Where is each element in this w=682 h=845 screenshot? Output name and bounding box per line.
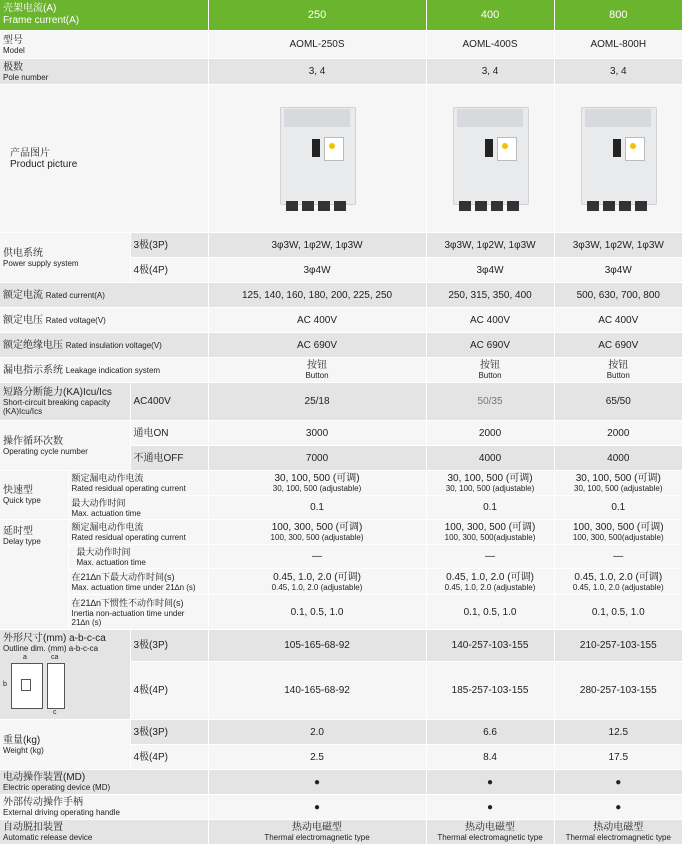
delay-r2-value: —	[426, 545, 554, 569]
rated-current-value: 125, 140, 160, 180, 200, 225, 250	[208, 283, 426, 308]
outline-value: 280-257-103-155	[554, 662, 682, 720]
outline-4p-label: 4极(4P)	[130, 662, 208, 720]
electric-op-dot: ●	[208, 770, 426, 795]
breaking-sub-label: AC400V	[130, 383, 208, 421]
weight-label: 重量(kg) Weight (kg)	[0, 720, 130, 770]
electric-op-label: 电动操作装置(MD) Electric operating device (MD)	[0, 770, 208, 795]
model-row	[0, 31, 682, 59]
model-value: AOML-250S	[208, 31, 426, 59]
poles-value: 3, 4	[208, 59, 426, 85]
rated-voltage-value: AC 400V	[208, 308, 426, 333]
delay-r2-label: 最大动作时间 Max. actuation time	[68, 545, 208, 569]
release-row	[0, 820, 682, 845]
frame-current-row	[0, 0, 682, 31]
rated-current-row	[0, 283, 682, 308]
insulation-value: AC 690V	[554, 333, 682, 358]
electric-op-dot: ●	[426, 770, 554, 795]
cycle-on-value: 2000	[426, 421, 554, 446]
weight-value: 2.5	[208, 745, 426, 770]
weight-3p-label: 3极(3P)	[130, 720, 208, 745]
breaker-image	[447, 101, 533, 213]
product-image-250	[208, 85, 426, 233]
breaking-value: 65/50	[554, 383, 682, 421]
poles-label: 极数 Pole number	[0, 59, 208, 85]
breaking-value: 50/35	[426, 383, 554, 421]
rated-voltage-value: AC 400V	[426, 308, 554, 333]
electric-op-row	[0, 770, 682, 795]
rated-voltage-row	[0, 308, 682, 333]
quick-r1-label: 额定漏电动作电流 Rated residual operating current	[68, 471, 208, 496]
quick-label: 快速型 Quick type	[0, 471, 68, 520]
weight-value: 2.0	[208, 720, 426, 745]
quick-r1-value: 30, 100, 500 (可调) 30, 100, 500 (adjustable)	[426, 471, 554, 496]
handle-row	[0, 795, 682, 820]
cycle-off-value: 4000	[426, 446, 554, 471]
supply-value: 3φ3W, 1φ2W, 1φ3W	[208, 233, 426, 258]
handle-label: 外部传动操作手柄 External driving operating handle	[0, 795, 208, 820]
frame-250: 250	[208, 0, 426, 31]
delay-r4-label: 在21∆n下惯性不动作时间(s) Inertia non-actuation time under 21∆n (s)	[68, 595, 208, 630]
handle-dot: ●	[426, 795, 554, 820]
frame-800: 800	[554, 0, 682, 31]
leakage-value: 按钮 Button	[208, 358, 426, 383]
frame-400: 400	[426, 0, 554, 31]
supply-value: 3φ3W, 1φ2W, 1φ3W	[554, 233, 682, 258]
quick-r2-value: 0.1	[208, 496, 426, 520]
cycle-on-label: 通电ON	[130, 421, 208, 446]
delay-r4-value: 0.1, 0.5, 1.0	[554, 595, 682, 630]
outline-row-3p	[0, 630, 682, 662]
supply-value: 3φ3W, 1φ2W, 1φ3W	[426, 233, 554, 258]
rated-current-value: 500, 630, 700, 800	[554, 283, 682, 308]
cycle-off-value: 7000	[208, 446, 426, 471]
quick-r2-value: 0.1	[554, 496, 682, 520]
leakage-row	[0, 358, 682, 383]
frame-current-label: 壳架电流(A) Frame current(A)	[0, 0, 208, 31]
electric-op-dot: ●	[554, 770, 682, 795]
handle-dot: ●	[208, 795, 426, 820]
breaking-value: 25/18	[208, 383, 426, 421]
supply-value: 3φ4W	[208, 258, 426, 283]
supply-3p-label: 3极(3P)	[130, 233, 208, 258]
weight-value: 12.5	[554, 720, 682, 745]
cycle-label: 操作循环次数 Operating cycle number	[0, 421, 130, 471]
outline-value: 105-165-68-92	[208, 630, 426, 662]
leakage-label: 漏电指示系统 Leakage indication system	[0, 358, 208, 383]
cycle-on-value: 2000	[554, 421, 682, 446]
delay-r1-row	[0, 520, 682, 545]
quick-r2-row	[0, 496, 682, 520]
supply-value: 3φ4W	[554, 258, 682, 283]
outline-dimension-diagram: a ca b c	[3, 653, 73, 711]
product-image-800	[554, 85, 682, 233]
release-value: 热动电磁型 Thermal electromagnetic type	[426, 820, 554, 845]
insulation-row	[0, 333, 682, 358]
supply-label: 供电系统 Power supply system	[0, 233, 130, 283]
supply-row-3p	[0, 233, 682, 258]
leakage-value: 按钮 Button	[554, 358, 682, 383]
product-image-400	[426, 85, 554, 233]
quick-r2-value: 0.1	[426, 496, 554, 520]
delay-r1-value: 100, 300, 500 (可调) 100, 300, 500(adjustable)	[426, 520, 554, 545]
quick-r1-row	[0, 471, 682, 496]
breaking-row	[0, 383, 682, 421]
delay-r2-value: —	[208, 545, 426, 569]
poles-row	[0, 59, 682, 85]
outline-value: 140-165-68-92	[208, 662, 426, 720]
breaker-image	[575, 101, 661, 213]
weight-value: 17.5	[554, 745, 682, 770]
delay-r2-row	[0, 545, 682, 569]
delay-r2-value: —	[554, 545, 682, 569]
rated-current-label: 额定电流 Rated current(A)	[0, 283, 208, 308]
outline-value: 210-257-103-155	[554, 630, 682, 662]
cycle-off-value: 4000	[554, 446, 682, 471]
breaking-label: 短路分断能力(KA)Icu/Ics Short-circuit breaking capacity (KA)Icu/Ics	[0, 383, 130, 421]
supply-value: 3φ4W	[426, 258, 554, 283]
cycle-on-value: 3000	[208, 421, 426, 446]
breaker-image	[274, 101, 360, 213]
insulation-value: AC 690V	[208, 333, 426, 358]
delay-label: 延时型 Delay type	[0, 520, 68, 630]
weight-row-3p	[0, 720, 682, 745]
outline-3p-label: 3极(3P)	[130, 630, 208, 662]
delay-r1-value: 100, 300, 500 (可调) 100, 300, 500(adjustable)	[554, 520, 682, 545]
delay-r3-value: 0.45, 1.0, 2.0 (可调) 0.45, 1.0, 2.0 (adjustable)	[208, 569, 426, 595]
quick-r1-value: 30, 100, 500 (可调) 30, 100, 500 (adjustable)	[208, 471, 426, 496]
model-label: 型号 Model	[0, 31, 208, 59]
release-value: 热动电磁型 Thermal electromagnetic type	[554, 820, 682, 845]
picture-row	[0, 85, 682, 233]
rated-voltage-value: AC 400V	[554, 308, 682, 333]
outline-value: 140-257-103-155	[426, 630, 554, 662]
picture-label: 产品图片 Product picture	[0, 85, 208, 233]
weight-value: 6.6	[426, 720, 554, 745]
delay-r3-value: 0.45, 1.0, 2.0 (可调) 0.45, 1.0, 2.0 (adjustable)	[554, 569, 682, 595]
leakage-value: 按钮 Button	[426, 358, 554, 383]
quick-r2-label: 最大动作时间 Max. actuation time	[68, 496, 208, 520]
model-value: AOML-400S	[426, 31, 554, 59]
insulation-label: 额定绝缘电压 Rated insulation voltage(V)	[0, 333, 208, 358]
delay-r4-row	[0, 595, 682, 630]
weight-value: 8.4	[426, 745, 554, 770]
delay-r4-value: 0.1, 0.5, 1.0	[426, 595, 554, 630]
delay-r4-value: 0.1, 0.5, 1.0	[208, 595, 426, 630]
poles-value: 3, 4	[554, 59, 682, 85]
release-label: 自动脱扣装置 Automatic release device	[0, 820, 208, 845]
delay-r1-value: 100, 300, 500 (可调) 100, 300, 500 (adjustable)	[208, 520, 426, 545]
model-value: AOML-800H	[554, 31, 682, 59]
rated-current-value: 250, 315, 350, 400	[426, 283, 554, 308]
handle-dot: ●	[554, 795, 682, 820]
poles-value: 3, 4	[426, 59, 554, 85]
cycle-off-label: 不通电OFF	[130, 446, 208, 471]
rated-voltage-label: 额定电压 Rated voltage(V)	[0, 308, 208, 333]
weight-4p-label: 4极(4P)	[130, 745, 208, 770]
insulation-value: AC 690V	[426, 333, 554, 358]
delay-r1-label: 额定漏电动作电流 Rated residual operating current	[68, 520, 208, 545]
cycle-on-row	[0, 421, 682, 446]
release-value: 热动电磁型 Thermal electromagnetic type	[208, 820, 426, 845]
supply-4p-label: 4极(4P)	[130, 258, 208, 283]
outline-value: 185-257-103-155	[426, 662, 554, 720]
outline-label: 外形尺寸(mm) a-b-c-ca Outline dim. (mm) a-b-c-ca a ca b c	[0, 630, 130, 720]
delay-r3-row	[0, 569, 682, 595]
delay-r3-value: 0.45, 1.0, 2.0 (可调) 0.45, 1.0, 2.0 (adjustable)	[426, 569, 554, 595]
quick-r1-value: 30, 100, 500 (可调) 30, 100, 500 (adjustable)	[554, 471, 682, 496]
delay-r3-label: 在21∆n下最大动作时间(s) Max. actuation time under 21∆n (s)	[68, 569, 208, 595]
